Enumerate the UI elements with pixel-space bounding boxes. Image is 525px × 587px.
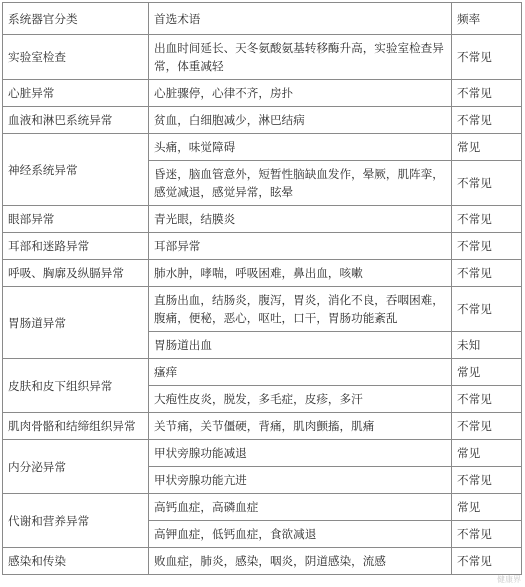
frequency-cell: 不常见: [452, 233, 522, 260]
term-cell: 青光眼，结膜炎: [149, 206, 452, 233]
category-cell: 皮肤和皮下组织异常: [3, 359, 149, 413]
frequency-cell: 未知: [452, 332, 522, 359]
frequency-cell: 不常见: [452, 386, 522, 413]
term-cell: 高钙血症，高磷血症: [149, 494, 452, 521]
table-row: [3, 494, 522, 521]
frequency-cell: 常见: [452, 440, 522, 467]
category-cell: 感染和传染: [3, 548, 149, 575]
header-frequency: 频率: [452, 3, 522, 35]
term-cell: 贫血，白细胞减少，淋巴结病: [149, 107, 452, 134]
category-cell: 内分泌异常: [3, 440, 149, 494]
table-row: [3, 80, 522, 107]
frequency-cell: 常见: [452, 134, 522, 161]
table-row: [3, 233, 522, 260]
frequency-cell: 常见: [452, 494, 522, 521]
term-cell: 高钾血症，低钙血症，食欲减退: [149, 521, 452, 548]
header-category: 系统器官分类: [3, 3, 149, 35]
table-row: [3, 359, 522, 386]
table-row: [3, 206, 522, 233]
table-row: [3, 134, 522, 161]
category-cell: 肌肉骨骼和结缔组织异常: [3, 413, 149, 440]
frequency-cell: 不常见: [452, 35, 522, 80]
table-row: [3, 260, 522, 287]
category-cell: 代谢和营养异常: [3, 494, 149, 548]
category-cell: 呼吸、胸廓及纵膈异常: [3, 260, 149, 287]
term-cell: 直肠出血，结肠炎，腹泻，胃炎，消化不良，吞咽困难，腹痛，便秘，恶心，呕吐，口干，胃肠功能紊乱: [149, 287, 452, 332]
frequency-cell: 不常见: [452, 260, 522, 287]
term-cell: 肺水肿，哮喘，呼吸困难，鼻出血，咳嗽: [149, 260, 452, 287]
frequency-cell: 不常见: [452, 80, 522, 107]
header-term: 首选术语: [149, 3, 452, 35]
table-row: [3, 548, 522, 575]
table-row: [3, 287, 522, 332]
term-cell: 昏迷，脑血管意外，短暂性脑缺血发作，晕厥，肌阵挛，感觉减退，感觉异常，眩晕: [149, 161, 452, 206]
category-cell: 神经系统异常: [3, 134, 149, 206]
term-cell: 心脏骤停，心律不齐，房扑: [149, 80, 452, 107]
table-body: [3, 3, 522, 575]
term-cell: 胃肠道出血: [149, 332, 452, 359]
table-row: [3, 35, 522, 80]
frequency-cell: 不常见: [452, 206, 522, 233]
table-row: [3, 440, 522, 467]
term-cell: 耳部异常: [149, 233, 452, 260]
header-row: [3, 3, 522, 35]
term-cell: 关节痛，关节僵硬，背痛，肌肉颤搐，肌痛: [149, 413, 452, 440]
watermark: 健康界: [497, 575, 521, 584]
frequency-cell: 不常见: [452, 287, 522, 332]
category-cell: 胃肠道异常: [3, 287, 149, 359]
frequency-cell: 不常见: [452, 107, 522, 134]
table-row: [3, 107, 522, 134]
term-cell: 败血症，肺炎，感染，咽炎，阴道感染，流感: [149, 548, 452, 575]
term-cell: 瘙痒: [149, 359, 452, 386]
term-cell: 头痛，味觉障碍: [149, 134, 452, 161]
category-cell: 心脏异常: [3, 80, 149, 107]
adverse-reaction-table: [2, 2, 522, 575]
category-cell: 耳部和迷路异常: [3, 233, 149, 260]
term-cell: 甲状旁腺功能减退: [149, 440, 452, 467]
frequency-cell: 不常见: [452, 467, 522, 494]
adverse-reaction-table-container: [2, 2, 522, 575]
frequency-cell: 常见: [452, 359, 522, 386]
frequency-cell: 不常见: [452, 161, 522, 206]
category-cell: 眼部异常: [3, 206, 149, 233]
frequency-cell: 不常见: [452, 413, 522, 440]
category-cell: 血液和淋巴系统异常: [3, 107, 149, 134]
table-row: [3, 413, 522, 440]
category-cell: 实验室检查: [3, 35, 149, 80]
frequency-cell: 不常见: [452, 521, 522, 548]
term-cell: 出血时间延长、天冬氨酸氨基转移酶升高，实验室检查异常，体重减轻: [149, 35, 452, 80]
frequency-cell: 不常见: [452, 548, 522, 575]
term-cell: 甲状旁腺功能亢进: [149, 467, 452, 494]
term-cell: 大疱性皮炎，脱发，多毛症，皮疹，多汗: [149, 386, 452, 413]
